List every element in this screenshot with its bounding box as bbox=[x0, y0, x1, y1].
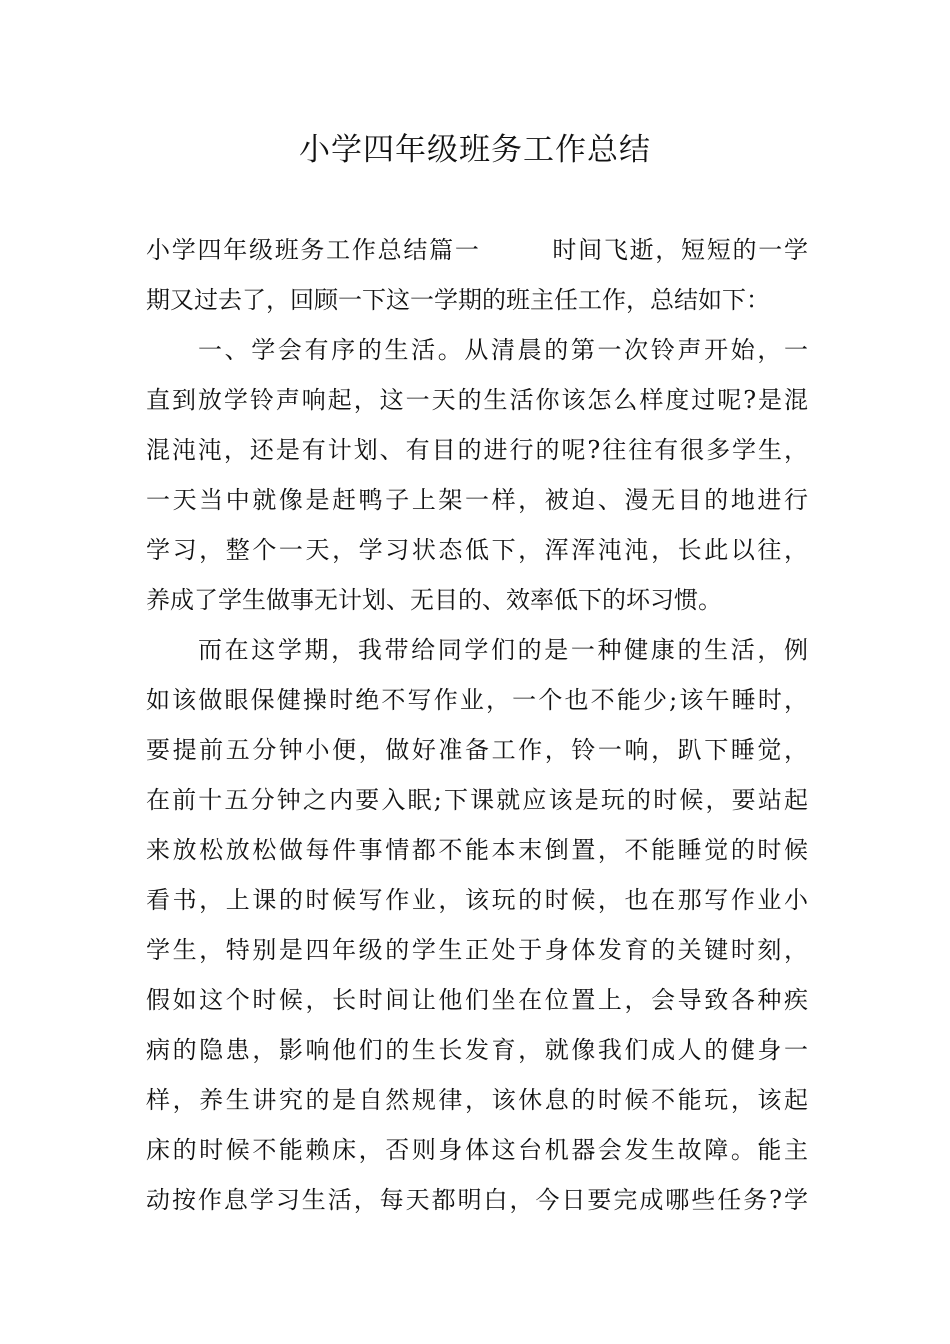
body-line: 样，养生讲究的是自然规律，该休息的时候不能玩，该起 bbox=[146, 1086, 808, 1114]
document-title: 小学四年级班务工作总结 bbox=[299, 132, 651, 168]
body-line: 学习，整个一天，学习状态低下，浑浑沌沌，长此以往， bbox=[146, 536, 808, 564]
document-body bbox=[146, 225, 808, 1225]
intro-heading: 小学四年级班务工作总结篇一 bbox=[146, 236, 481, 264]
body-line: 一、学会有序的生活。从清晨的第一次铃声开始，一 bbox=[198, 336, 808, 364]
body-line: 要提前五分钟小便，做好准备工作，铃一响，趴下睡觉， bbox=[146, 736, 808, 764]
body-line: 看书，上课的时候写作业，该玩的时候，也在那写作业小 bbox=[146, 886, 808, 914]
body-line: 一天当中就像是赶鸭子上架一样，被迫、漫无目的地进行 bbox=[146, 486, 808, 514]
body-line: 病的隐患，影响他们的生长发育，就像我们成人的健身一 bbox=[146, 1036, 808, 1064]
body-line: 动按作息学习生活，每天都明白，今日要完成哪些任务?学 bbox=[146, 1186, 808, 1214]
body-line: 学生，特别是四年级的学生正处于身体发育的关键时刻， bbox=[146, 936, 808, 964]
body-line: 而在这学期，我带给同学们的是一种健康的生活，例 bbox=[198, 636, 808, 664]
body-line: 期又过去了，回顾一下这一学期的班主任工作，总结如下： bbox=[146, 286, 770, 314]
body-line bbox=[146, 225, 808, 275]
body-line: 混沌沌，还是有计划、有目的进行的呢?往往有很多学生， bbox=[146, 436, 808, 464]
body-line-text: 时间飞逝，短短的一学 bbox=[550, 236, 809, 264]
body-line: 在前十五分钟之内要入眠;下课就应该是玩的时候，要站起 bbox=[146, 786, 808, 814]
body-line: 养成了学生做事无计划、无目的、效率低下的坏习惯。 bbox=[146, 586, 722, 614]
body-line: 如该做眼保健操时绝不写作业，一个也不能少;该午睡时， bbox=[146, 686, 808, 714]
body-line: 直到放学铃声响起，这一天的生活你该怎么样度过呢?是混 bbox=[146, 386, 808, 414]
body-line: 假如这个时候，长时间让他们坐在位置上，会导致各种疾 bbox=[146, 986, 808, 1014]
body-line: 来放松放松做每件事情都不能本末倒置，不能睡觉的时候 bbox=[146, 836, 808, 864]
body-line: 床的时候不能赖床，否则身体这台机器会发生故障。能主 bbox=[146, 1136, 808, 1164]
